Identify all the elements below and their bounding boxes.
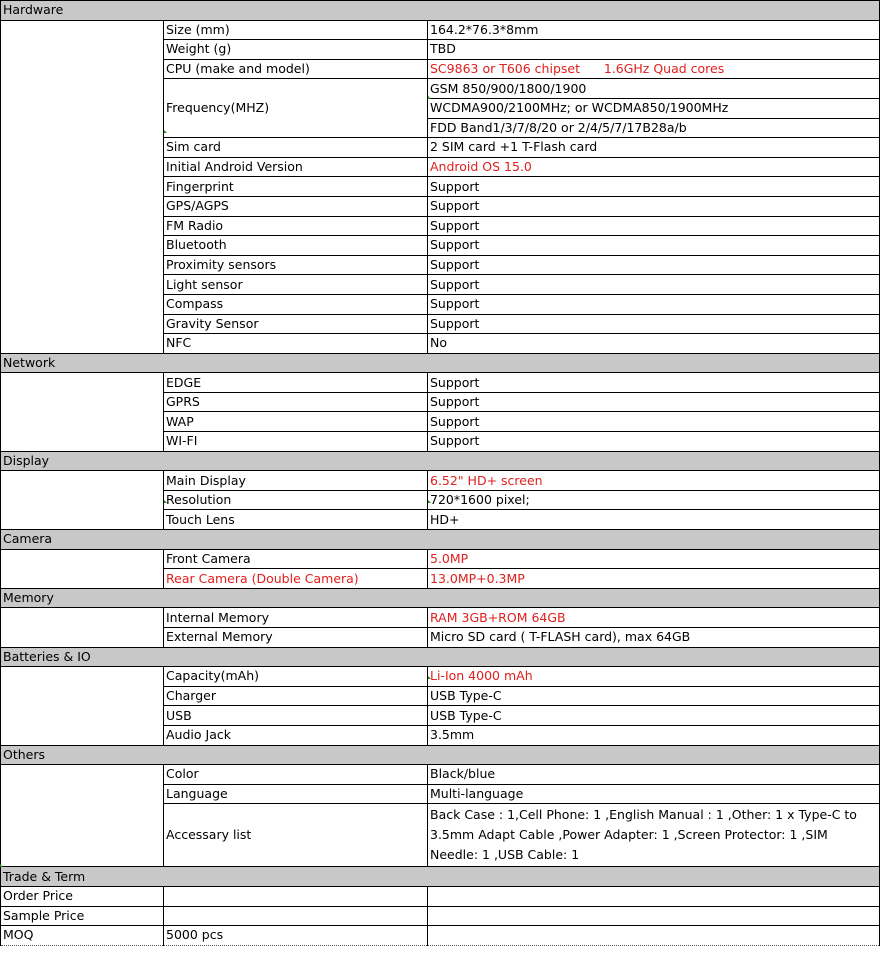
spec-label[interactable]: Bluetooth (164, 236, 428, 256)
spec-value[interactable]: Li-Ion 4000 mAh (428, 667, 880, 687)
spec-row-moq (1, 926, 880, 946)
spec-row-frequency-3 (1, 118, 880, 138)
spec-label[interactable]: Internal Memory (164, 608, 428, 628)
spec-label[interactable]: Order Price (1, 886, 164, 906)
spec-label[interactable]: Accessary list (164, 804, 428, 867)
spec-value[interactable]: RAM 3GB+ROM 64GB (428, 608, 880, 628)
spec-label[interactable]: External Memory (164, 628, 428, 648)
spec-row-gprs (1, 392, 880, 412)
spec-value[interactable]: GSM 850/900/1800/1900 (428, 79, 880, 99)
spec-label[interactable]: Weight (g) (164, 40, 428, 60)
spec-row-cpu (1, 59, 880, 79)
spec-row-usb (1, 706, 880, 726)
spec-value[interactable]: Support (428, 177, 880, 197)
spec-value[interactable]: Black/blue (428, 765, 880, 785)
spec-value[interactable]: FDD Band1/3/7/8/20 or 2/4/5/7/17B28a/b (428, 118, 880, 138)
spec-value[interactable]: Support (428, 196, 880, 216)
spec-label[interactable]: Size (mm) (164, 20, 428, 40)
spec-row-android (1, 157, 880, 177)
spec-label[interactable]: GPS/AGPS (164, 196, 428, 216)
spec-row-internal-memory (1, 608, 880, 628)
spec-label[interactable]: CPU (make and model) (164, 59, 428, 79)
spec-value[interactable]: 164.2*76.3*8mm (428, 20, 880, 40)
spec-label[interactable]: Gravity Sensor (164, 314, 428, 334)
section-title[interactable]: Trade & Term (1, 867, 880, 887)
spec-value[interactable] (164, 906, 428, 926)
spec-label[interactable]: Fingerprint (164, 177, 428, 197)
spec-label[interactable]: Sim card (164, 138, 428, 158)
spec-label[interactable]: GPRS (164, 392, 428, 412)
spec-row-resolution (1, 490, 880, 510)
spec-value[interactable]: Multi-language (428, 784, 880, 804)
spec-row-capacity (1, 667, 880, 687)
comment-marker-icon (0, 864, 3, 867)
spec-row-frequency (1, 79, 880, 99)
spec-row-fingerprint (1, 177, 880, 197)
spec-value[interactable]: Support (428, 275, 880, 295)
spec-label[interactable]: FM Radio (164, 216, 428, 236)
spec-label[interactable]: Touch Lens (164, 510, 428, 530)
spec-row-external-memory (1, 628, 880, 648)
spec-label[interactable]: Initial Android Version (164, 157, 428, 177)
section-title[interactable]: Camera (1, 530, 880, 550)
spec-label[interactable]: Frequency(MHZ) (164, 79, 428, 138)
section-header-memory (1, 588, 880, 608)
spec-row-accessory (1, 804, 880, 867)
spec-label[interactable]: Sample Price (1, 906, 164, 926)
spec-value[interactable]: Support (428, 412, 880, 432)
spec-row-front-camera (1, 549, 880, 569)
spec-value[interactable] (164, 886, 428, 906)
spec-value[interactable]: 3.5mm (428, 725, 880, 745)
spec-row-proximity (1, 255, 880, 275)
spec-row-wap (1, 412, 880, 432)
spec-value[interactable]: USB Type-C (428, 706, 880, 726)
spec-row-size (1, 20, 880, 40)
section-header-camera (1, 530, 880, 550)
spec-label[interactable]: Color (164, 765, 428, 785)
spec-row-color (1, 765, 880, 785)
comment-marker-icon (164, 500, 167, 503)
spec-label[interactable]: Capacity(mAh) (164, 667, 428, 687)
spec-row-edge (1, 373, 880, 393)
spec-value[interactable]: Support (428, 236, 880, 256)
spec-label[interactable]: Light sensor (164, 275, 428, 295)
spec-value[interactable]: Support (428, 373, 880, 393)
spec-value[interactable]: Support (428, 432, 880, 452)
spec-label[interactable]: WI-FI (164, 432, 428, 452)
spec-value[interactable]: WCDMA900/2100MHz; or WCDMA850/1900MHz (428, 98, 880, 118)
spec-value[interactable]: SC9863 or T606 chipset 1.6GHz Quad cores (428, 59, 880, 79)
spec-value[interactable]: TBD (428, 40, 880, 60)
spec-value[interactable]: 2 SIM card +1 T-Flash card (428, 138, 880, 158)
spec-row-compass (1, 294, 880, 314)
spec-row-light (1, 275, 880, 295)
spec-label[interactable]: MOQ (1, 926, 164, 946)
section-title[interactable]: Others (1, 745, 880, 765)
spec-label[interactable]: Proximity sensors (164, 255, 428, 275)
spec-label[interactable]: Front Camera (164, 549, 428, 569)
spec-row-language (1, 784, 880, 804)
spec-row-sim (1, 138, 880, 158)
spec-label[interactable]: Audio Jack (164, 725, 428, 745)
spec-row-wifi (1, 432, 880, 452)
spec-value[interactable]: No (428, 334, 880, 354)
comment-marker-icon (428, 96, 431, 99)
section-title[interactable]: Hardware (1, 1, 880, 21)
spec-value[interactable]: Back Case : 1,Cell Phone: 1 ,English Manual : 1 ,Other: 1 x Type-C to 3.5mm Adapt Cable ,Power Adapter: 1 ,Screen Protector: 1 ,SIM Needle: 1 ,USB Cable: 1 (428, 804, 880, 867)
spec-row-frequency-2 (1, 98, 880, 118)
spec-row-fm (1, 216, 880, 236)
spec-row-charger (1, 686, 880, 706)
section-header-others (1, 745, 880, 765)
section-header-trade (1, 867, 880, 887)
spec-row-sample-price (1, 906, 880, 926)
spec-label[interactable]: Resolution (164, 490, 428, 510)
spec-row-order-price (1, 886, 880, 906)
spec-value[interactable]: Support (428, 255, 880, 275)
spec-row-gravity (1, 314, 880, 334)
spec-value[interactable]: Support (428, 294, 880, 314)
spec-label[interactable]: Main Display (164, 471, 428, 491)
spec-row-weight (1, 40, 880, 60)
section-header-hardware (1, 1, 880, 21)
spec-label[interactable]: WAP (164, 412, 428, 432)
spec-value[interactable]: Android OS 15.0 (428, 157, 880, 177)
spec-row-bluetooth (1, 236, 880, 256)
spec-label[interactable]: Compass (164, 294, 428, 314)
spec-label[interactable]: USB (164, 706, 428, 726)
spec-label[interactable]: Charger (164, 686, 428, 706)
spec-value[interactable]: Support (428, 392, 880, 412)
section-title[interactable]: Batteries & IO (1, 647, 880, 667)
spec-label[interactable]: Rear Camera (Double Camera) (164, 569, 428, 589)
spec-value[interactable]: 5000 pcs (164, 926, 428, 946)
spec-value[interactable]: Micro SD card ( T-FLASH card), max 64GB (428, 628, 880, 648)
section-header-network (1, 353, 880, 373)
spec-row-nfc (1, 334, 880, 354)
spec-value[interactable]: HD+ (428, 510, 880, 530)
spec-value[interactable]: 6.52" HD+ screen (428, 471, 880, 491)
section-header-batteries (1, 647, 880, 667)
section-header-display (1, 451, 880, 471)
comment-marker-icon (428, 676, 431, 679)
comment-marker-icon (428, 500, 431, 503)
comment-marker-icon (164, 130, 167, 133)
section-title[interactable]: Memory (1, 588, 880, 608)
spec-value[interactable]: USB Type-C (428, 686, 880, 706)
spec-row-audio-jack (1, 725, 880, 745)
spec-value[interactable]: Support (428, 314, 880, 334)
spec-label[interactable]: Language (164, 784, 428, 804)
spec-label[interactable]: EDGE (164, 373, 428, 393)
spec-value[interactable]: Support (428, 216, 880, 236)
section-title[interactable]: Network (1, 353, 880, 373)
spec-value[interactable]: 720*1600 pixel; (428, 490, 880, 510)
spec-value[interactable]: 5.0MP (428, 549, 880, 569)
spec-row-rear-camera (1, 569, 880, 589)
spec-row-main-display (1, 471, 880, 491)
spec-row-touch-lens (1, 510, 880, 530)
spec-label[interactable]: NFC (164, 334, 428, 354)
spec-value[interactable]: 13.0MP+0.3MP (428, 569, 880, 589)
spec-row-gps (1, 196, 880, 216)
section-title[interactable]: Display (1, 451, 880, 471)
